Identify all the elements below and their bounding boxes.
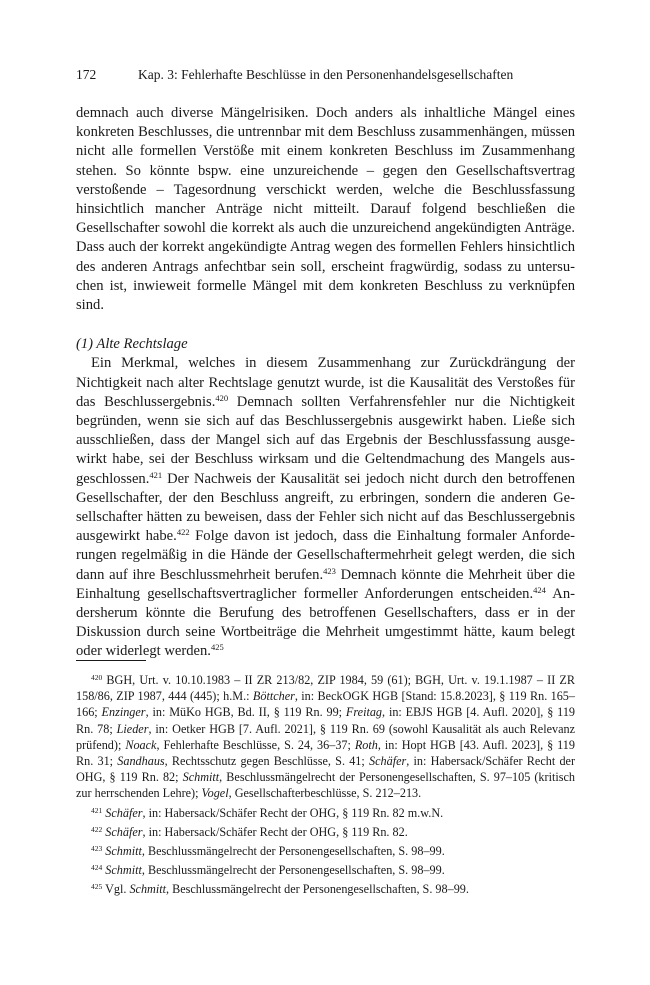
section-heading: (1) Alte Rechtslage (76, 336, 188, 353)
footnote-text: , in: EBJS HGB [4. Aufl. 2020], § 119 Rn. 78; (76, 705, 576, 736)
footnote-ref-423[interactable]: 423 (323, 565, 336, 576)
footnote-ref-420[interactable]: 420 (215, 392, 229, 403)
footnote-text: , Fehlerhafte Beschlüsse, S. 24, 36–37; (156, 737, 355, 752)
footnote-text: , Beschlussmängelrecht der Personengesellschaften, S. 98–99. (166, 882, 469, 897)
footnote-424 (76, 862, 575, 878)
footnote-text: , in: Habersack/Schäfer Recht der OHG, § 119 Rn. 82; (76, 754, 576, 785)
footnote-divider (76, 660, 146, 661)
page-number: 172 (76, 67, 97, 82)
footnote-ref-425[interactable]: 425 (210, 642, 224, 653)
author-name: Schäfer (369, 754, 407, 769)
running-header (76, 67, 576, 83)
footnote-ref-421[interactable]: 421 (149, 469, 163, 480)
author-name: Schäfer (105, 805, 143, 820)
author-name: Schmitt (105, 863, 142, 878)
footnote-text: BGH, Urt. v. 10.10.1983 – II ZR 213/82, ZIP 1984, 59 (61); BGH, Urt. v. 19.1.1987 – II ZR 158/86, ZIP 1987, 444 (445); h.M.: (76, 673, 575, 704)
text-segment: Demnach könnte die Mehrheit über die Einhaltung gesellschaftsvertraglicher formeller Anforderungen entscheiden. (76, 566, 576, 602)
footnote-422 (76, 824, 575, 840)
main-text (76, 104, 575, 662)
footnotes (76, 660, 575, 901)
footnote-ref-422[interactable]: 422 (176, 527, 190, 538)
footnote-text: , Rechtsschutz gegen Beschlüsse, S. 41; (164, 754, 369, 769)
author-name: Schmitt (129, 882, 167, 897)
author-name: Schmitt (182, 770, 220, 785)
footnote-number: 420 (91, 673, 103, 682)
author-name: Freitag (345, 705, 383, 720)
footnote-ref-424[interactable]: 424 (533, 584, 546, 595)
footnote-421 (76, 805, 575, 821)
footnote-number: 424 (91, 863, 103, 873)
footnote-425 (76, 881, 575, 897)
author-name: Noack (125, 737, 157, 752)
author-name: Schäfer (105, 824, 143, 839)
author-name: Enzinger (101, 705, 146, 720)
footnote-text: Vgl. (102, 882, 130, 897)
footnote-number: 423 (91, 844, 103, 854)
footnote-423 (76, 843, 575, 859)
footnote-420 (76, 672, 575, 802)
footnote-text: , Beschlussmängelrecht der Personengesellschaften, S. 98–99. (141, 844, 445, 859)
footnote-text: , in: Hopt HGB [43. Aufl. 2023], § 119 Rn. 31; (76, 737, 575, 769)
footnote-text: , in: Habersack/Schäfer Recht der OHG, § 119 Rn. 82. (142, 824, 408, 839)
footnote-text: , Gesellschafterbeschlüsse, S. 212–213. (228, 786, 422, 801)
footnote-text: , in: MüKo HGB, Bd. II, § 119 Rn. 99; (145, 705, 346, 720)
text-segment: Der Nachweis der Kausalität sei jedoch nicht durch den betroffenen Gesellschafter, der den Beschluss angreift, zu erbringen, sondern die anderen Gesellschafter hätten zu beweisen, dass der Fehler sich nicht auf das Beschlussergebnis ausgewirkt habe. (76, 470, 575, 545)
author-name: Sandhaus (117, 754, 165, 769)
text-segment: Folge davon ist jedoch, dass die Einhaltung formaler Anforderungen regelmäßig in die Hände der Gesellschaftermehrheit gelegt werden, die sich dann auf ihre Beschlussmehrheit berufen. (76, 528, 576, 583)
text-segment: Andersherum könnte die Berufung des betroffenen Gesellschafters, dass er in der Diskussion durch seine Wortbeiträge die Mehrheit umgestimmt hätte, kaum belegt oder widerlegt werden. (76, 585, 575, 660)
footnote-number: 421 (91, 805, 103, 815)
footnote-number: 425 (91, 882, 103, 892)
paragraph-alte-rechtslage (76, 354, 575, 661)
footnote-text: , Beschlussmängelrecht der Personengesellschaften, S. 98–99. (141, 863, 445, 878)
footnote-text: , Beschlussmängelrecht der Personengesellschaften, S. 97–105 (kritisch zur herrschenden Lehre); (76, 770, 575, 801)
running-title: Kap. 3: Fehlerhafte Beschlüsse in den Personenhandelsgesellschaften (138, 67, 514, 82)
author-name: Schmitt (105, 844, 142, 859)
author-name: Roth (354, 737, 378, 752)
paragraph-continued: demnach auch diverse Mängelrisiken. Doch anders als inhaltliche Mängel eines konkreten Beschlusses, die untrennbar mit dem Beschluss zusammenhängen, müssen nicht alle formellen Verstöße mit einem konkreten Beschluss im Zusammenhang stehen. So könnte bspw. eine unzureichende – gegen den Gesellschaftsvertrag verstoßende – Tagesordnung verschickt werden, welche die Beschlussfassung hinsichtlich mancher Anträge nicht mitteilt. Darauf folgend beschließen die Gesellschafter sowohl die korrekt als auch die unzureichend angekündigten Anträge. Dass auch der korrekt angekündigte Antrag wegen des formellen Fehlers hinsichtlich des anderen Antrags anfechtbar sein soll, erscheint fragwürdig, sodass zu untersuchen ist, inwieweit formelle Mängel mit dem konkreten Beschluss zu verknüpfen sind. (76, 105, 575, 314)
footnote-text: , in: Habersack/Schäfer Recht der OHG, § 119 Rn. 82 m.w.N. (142, 805, 444, 820)
footnote-text: , in: Oetker HGB [7. Aufl. 2021], § 119 Rn. 69 (sowohl Kausalität als auch Relevanz prüfend); (76, 721, 575, 752)
footnote-text: , in: BeckOGK HGB [Stand: 15.8.2023], § 119 Rn. 165–166; (76, 689, 575, 720)
author-name: Lieder (116, 721, 149, 736)
author-name: Böttcher (252, 689, 295, 704)
text-segment: Demnach sollten Verfahrensfehler nur die Nichtigkeit begründen, wenn sie sich auf das Beschlussergebnis ausgewirkt haben. Ließe sich ausschließen, dass der Mangel sich auf das Ergebnis der Beschlussfassung ausgewirkt habe, sei der Beschluss wirksam und die Geltendmachung des Mangels ausgeschlossen. (76, 393, 575, 487)
text-segment: Ein Merkmal, welches in diesem Zusammenhang zur Zurückdrängung der Nichtigkeit nach alter Rechtslage genutzt wurde, ist die Kausalität des Verstoßes für das Beschlussergebnis. (76, 355, 575, 410)
footnote-number: 422 (91, 824, 103, 834)
author-name: Vogel (201, 786, 229, 801)
